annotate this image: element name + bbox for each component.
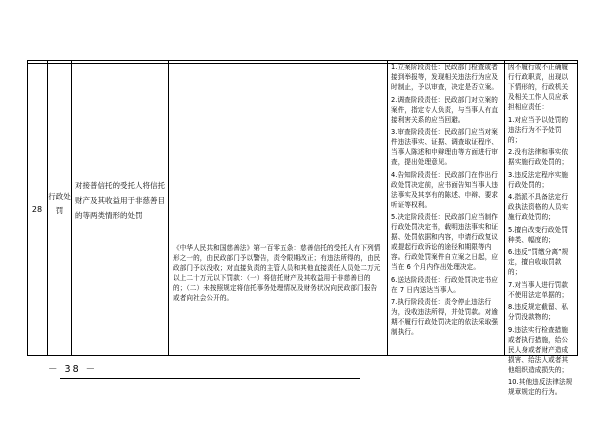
footer-rule bbox=[60, 378, 360, 379]
duty-item: 6.送达阶段责任：行政处罚决定书应在 7 日内送达当事人。 bbox=[391, 275, 498, 294]
col-divider bbox=[577, 60, 578, 356]
accountability-item: 10.其他违反法律法规规章规定的行为。 bbox=[508, 378, 573, 396]
accountability-item: 7.对当事人进行罚款不使用法定单据的； bbox=[508, 280, 569, 299]
accountability-item: 3.违反法定程序实施行政处罚的； bbox=[508, 170, 569, 189]
accountability-list bbox=[505, 60, 577, 396]
accountability-item: 1.对应当予以处罚的违法行为不予处罚的； bbox=[508, 115, 569, 144]
duty-item: 1.立案阶段责任：民政部门检查或者接到举报等，发现相关违法行为应及时制止，予以审查，决定是否立案。 bbox=[391, 63, 499, 91]
row-category: 行政处罚 bbox=[48, 192, 71, 215]
page-number: － 38 － bbox=[48, 364, 98, 375]
accountability-item: 9.违法实行检查措施或者执行措施，给公民人身或者财产造成损害、给法人或者其他组织造成损失的； bbox=[508, 325, 569, 374]
duty-item: 3.审查阶段责任：民政部门应当对案件违法事实、证据、调查取证程序、当事人陈述和申辩理由等方面进行审查，提出处理意见。 bbox=[391, 128, 499, 166]
col-divider bbox=[168, 60, 169, 356]
accountability-item: 因不履行或不正确履行行政职责，出现以下情形的，行政机关及相关工作人员应承担相应责任： bbox=[508, 63, 569, 111]
accountability-item: 8.违反规定截留、私分罚没款物的； bbox=[508, 303, 569, 321]
accountability-item: 6.违反“罚缴分离”规定，擅自收取罚款的； bbox=[508, 248, 569, 276]
accountability-item: 5.擅自改变行政处罚种类、幅度的； bbox=[508, 225, 569, 244]
duty-item: 5.决定阶段责任：民政部门应当制作行政处罚决定书，载明违法事实和证据、处罚依据和内容，申请行政复议或提起行政诉讼的途径和期限等内容。行政处罚案件自立案之日起，应当在 6 个月内作出处理决定。 bbox=[391, 213, 499, 271]
duty-item: 4.告知阶段责任：民政部门在作出行政处罚决定前，应书面告知当事人违法事实及其享有的陈述、申辩、要求听证等权利。 bbox=[391, 170, 499, 209]
duty-item: 7.执行阶段责任：责令停止违法行为，没收违法所得，并处罚款。对逾期不履行行政处罚决定的依法采取强制执行。 bbox=[391, 298, 499, 336]
accountability-item: 2.没有法律和事实依据实施行政处罚的； bbox=[508, 148, 569, 166]
duty-item: 2.调查阶段责任：民政部门对立案的案件，指定专人负责，与当事人有直接利害关系的应当回避。 bbox=[391, 95, 499, 124]
duties-list bbox=[388, 60, 504, 356]
item-name: 对接普信托的受托人将信托财产及其收益用于非慈善目的等两类情形的处罚 bbox=[75, 181, 165, 220]
accountability-item: 4.指派不具备法定行政执法资格的人员实施行政处罚的； bbox=[508, 193, 569, 221]
legal-basis: 《中华人民共和国慈善法》第一百零五条：慈善信托的受托人有下列情形之一的，由民政部门予以警告，责令限期改正；有违法所得的，由民政部门予以没收；对直接负责的主管人员和其他直接责任人员处二万元以上二十万元以下罚款：（一）将信托财产及其收益用于非慈善目的的；（二）未按照规定将信托事务处理情况及财务状况向民政部门报告或者向社会公开的。 bbox=[173, 244, 381, 302]
row-number: 28 bbox=[31, 205, 43, 214]
